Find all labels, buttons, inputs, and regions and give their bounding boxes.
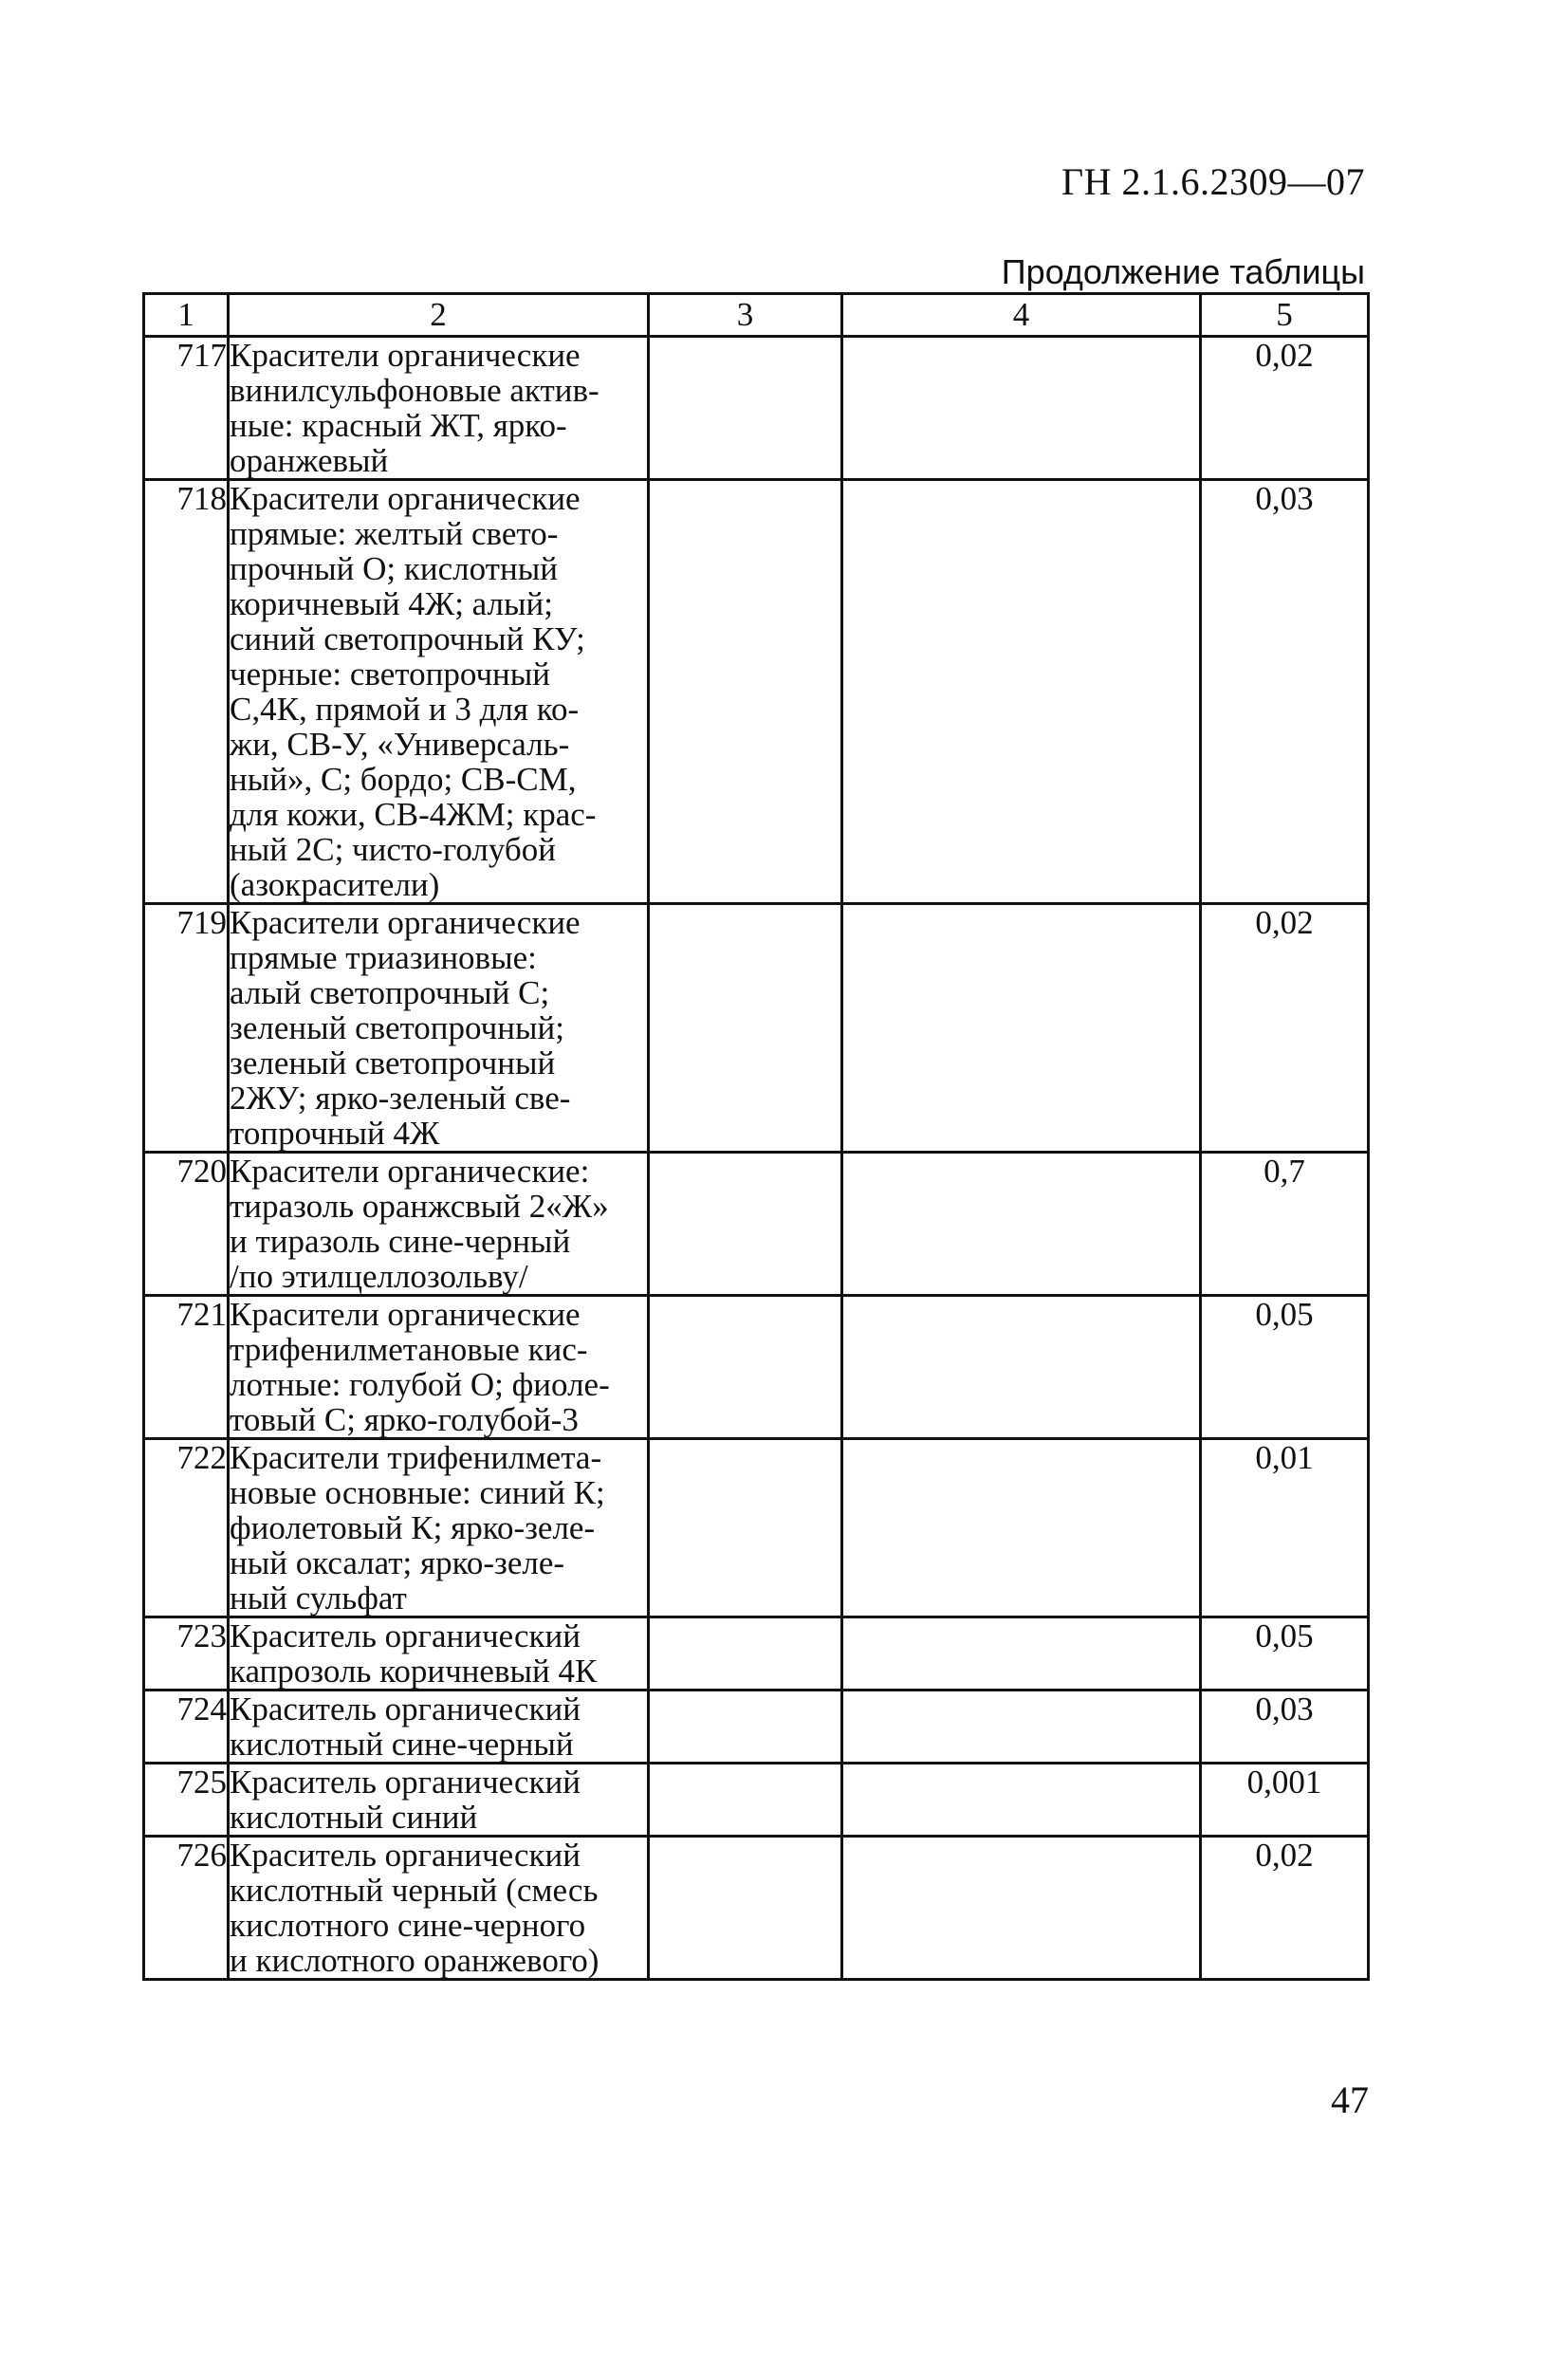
substance-name-cell: [229, 1153, 649, 1296]
table-row: [144, 1617, 1369, 1691]
row-number-cell: 720: [144, 1153, 229, 1296]
substance-name-line: прямые триазиновые:: [230, 939, 537, 976]
substance-name-cell: [229, 1837, 649, 1980]
substance-name-line: черные: светопрочный: [230, 656, 551, 693]
table-row: [144, 1153, 1369, 1296]
table-row: [144, 1296, 1369, 1439]
substance-name-line: оранжевый: [230, 442, 389, 479]
page-number: 47: [1331, 2079, 1369, 2121]
row-number-cell: 724: [144, 1691, 229, 1764]
value-cell: 0,001: [1201, 1764, 1369, 1837]
table-row: [144, 904, 1369, 1153]
row-number-cell: 725: [144, 1764, 229, 1837]
row-number-cell: 722: [144, 1439, 229, 1617]
column-3-cell: [649, 904, 842, 1153]
substance-name-line: алый светопрочный С;: [230, 974, 550, 1011]
substance-name-line: жи, СВ-У, «Универсаль-: [230, 726, 570, 763]
substance-name-line: синий светопрочный КУ;: [230, 620, 585, 657]
table-row: [144, 337, 1369, 480]
table-row: [144, 480, 1369, 904]
substance-name-line: Красители органические: [230, 480, 581, 517]
row-number-cell: 723: [144, 1617, 229, 1691]
table-row: [144, 1691, 1369, 1764]
value-cell: 0,03: [1201, 480, 1369, 904]
substance-name-line: кислотный сине-черный: [230, 1726, 574, 1763]
value-cell: 0,02: [1201, 337, 1369, 480]
substance-name-line: винилсульфоновые актив-: [230, 372, 600, 409]
column-header-3: 3: [649, 294, 842, 337]
value-cell: 0,02: [1201, 904, 1369, 1153]
column-3-cell: [649, 1691, 842, 1764]
substance-name-line: ный сульфат: [230, 1580, 407, 1617]
column-3-cell: [649, 1153, 842, 1296]
column-4-cell: [842, 1153, 1201, 1296]
substance-name-line: Красители органические:: [230, 1153, 590, 1190]
document-code: ГН 2.1.6.2309—07: [1061, 160, 1365, 203]
substance-name-line: кислотный черный (смесь: [230, 1872, 599, 1909]
substance-name-line: ный», С; бордо; СВ-СМ,: [230, 761, 577, 798]
column-header-4: 4: [842, 294, 1201, 337]
substance-name-line: товый С; ярко-голубой-3: [230, 1401, 579, 1438]
substance-name-line: топрочный 4Ж: [230, 1115, 440, 1152]
column-4-cell: [842, 480, 1201, 904]
row-number-cell: 718: [144, 480, 229, 904]
substance-name-cell: [229, 1617, 649, 1691]
substances-table: [142, 292, 1370, 1981]
column-3-cell: [649, 480, 842, 904]
table-row: [144, 1764, 1369, 1837]
row-number-cell: 726: [144, 1837, 229, 1980]
table-row: [144, 1439, 1369, 1617]
substance-name-line: Краситель органический: [230, 1837, 581, 1874]
substance-name-line: ный оксалат; ярко-зеле-: [230, 1544, 565, 1581]
column-3-cell: [649, 337, 842, 480]
row-number-cell: 721: [144, 1296, 229, 1439]
substance-name-cell: [229, 904, 649, 1153]
column-3-cell: [649, 1617, 842, 1691]
substance-name-line: 2ЖУ; ярко-зеленый све-: [230, 1080, 571, 1117]
substance-name-line: С,4К, прямой и 3 для ко-: [230, 691, 580, 728]
substance-name-line: (азокрасители): [230, 866, 440, 903]
row-number-cell: 717: [144, 337, 229, 480]
substance-name-line: трифенилметановые кис-: [230, 1331, 588, 1368]
table-continuation-label: Продолжение таблицы: [1001, 252, 1365, 291]
substance-name-line: Красители трифенилмета-: [230, 1439, 602, 1476]
substance-name-line: Краситель органический: [230, 1764, 581, 1801]
column-4-cell: [842, 1764, 1201, 1837]
substance-name-line: коричневый 4Ж; алый;: [230, 585, 553, 622]
substance-name-line: Краситель органический: [230, 1691, 581, 1728]
value-cell: 0,03: [1201, 1691, 1369, 1764]
column-header-2: 2: [229, 294, 649, 337]
substance-name-line: капрозоль коричневый 4К: [230, 1653, 598, 1690]
substance-name-line: тиразоль оранжсвый 2«Ж»: [230, 1188, 609, 1225]
substance-name-line: Краситель органический: [230, 1617, 581, 1654]
column-4-cell: [842, 1617, 1201, 1691]
substance-name-line: Красители органические: [230, 337, 581, 374]
substance-name-line: зеленый светопрочный;: [230, 1009, 564, 1046]
value-cell: 0,02: [1201, 1837, 1369, 1980]
substance-name-line: лотные: голубой О; фиоле-: [230, 1366, 610, 1403]
column-4-cell: [842, 1837, 1201, 1980]
table-header-row: [144, 294, 1369, 337]
row-number-cell: 719: [144, 904, 229, 1153]
column-4-cell: [842, 1296, 1201, 1439]
substance-name-cell: [229, 1296, 649, 1439]
column-3-cell: [649, 1764, 842, 1837]
value-cell: 0,05: [1201, 1296, 1369, 1439]
substance-name-line: новые основные: синий К;: [230, 1474, 605, 1511]
substance-name-cell: [229, 480, 649, 904]
substance-name-line: Красители органические: [230, 904, 581, 941]
column-4-cell: [842, 1439, 1201, 1617]
column-4-cell: [842, 337, 1201, 480]
value-cell: 0,01: [1201, 1439, 1369, 1617]
substance-name-line: для кожи, СВ-4ЖМ; крас-: [230, 796, 597, 833]
table-body: [144, 337, 1369, 1980]
substance-name-line: прямые: желтый свето-: [230, 515, 559, 552]
substance-name-line: ные: красный ЖТ, ярко-: [230, 407, 567, 444]
column-3-cell: [649, 1439, 842, 1617]
column-3-cell: [649, 1296, 842, 1439]
substance-name-line: кислотный синий: [230, 1799, 478, 1836]
value-cell: 0,7: [1201, 1153, 1369, 1296]
substance-name-line: и кислотного оранжевого): [230, 1942, 600, 1979]
substance-name-line: /по этилцеллозольву/: [230, 1258, 528, 1295]
substance-name-line: ный 2С; чисто-голубой: [230, 831, 556, 868]
substance-name-line: зеленый светопрочный: [230, 1044, 556, 1081]
substance-name-cell: [229, 1439, 649, 1617]
substance-name-line: фиолетовый К; ярко-зеле-: [230, 1509, 596, 1546]
column-4-cell: [842, 1691, 1201, 1764]
column-header-5: 5: [1201, 294, 1369, 337]
substance-name-line: прочный О; кислотный: [230, 550, 558, 587]
column-4-cell: [842, 904, 1201, 1153]
column-3-cell: [649, 1837, 842, 1980]
column-header-1: 1: [144, 294, 229, 337]
value-cell: 0,05: [1201, 1617, 1369, 1691]
substance-name-line: кислотного сине-черного: [230, 1907, 586, 1944]
substance-name-cell: [229, 1764, 649, 1837]
substance-name-line: Красители органические: [230, 1296, 581, 1333]
table-row: [144, 1837, 1369, 1980]
substance-name-cell: [229, 337, 649, 480]
substance-name-line: и тиразоль сине-черный: [230, 1223, 571, 1260]
substance-name-cell: [229, 1691, 649, 1764]
